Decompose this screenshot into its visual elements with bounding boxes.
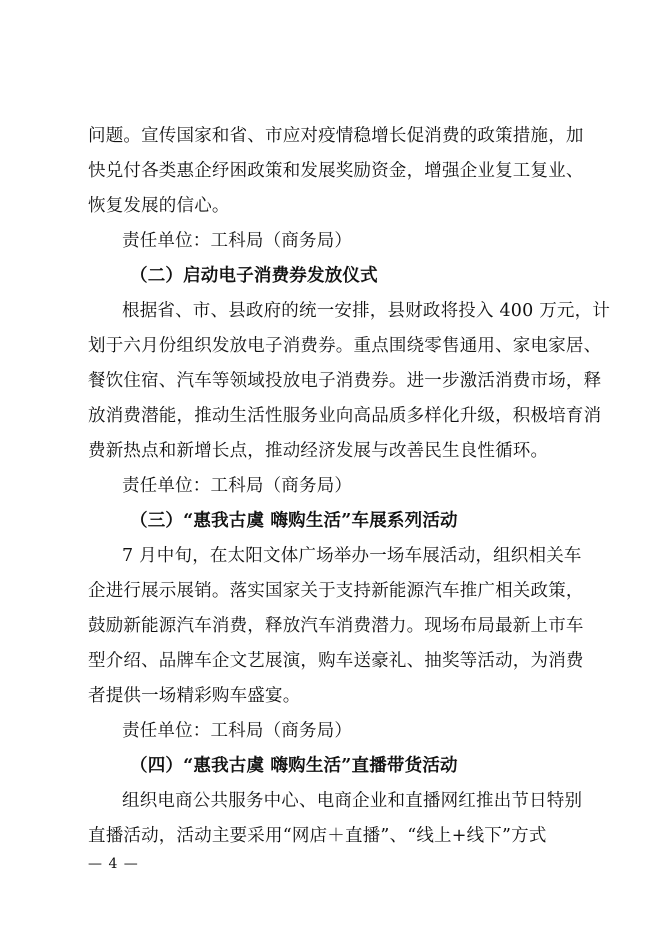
responsible-unit: 责任单位：工科局（商务局） [122, 721, 353, 741]
paragraph-line: 7 月中旬，在太阳文体广场举办一场车展活动，组织相关车 [122, 546, 582, 566]
page-number: — 4 — [88, 856, 139, 872]
section-heading: （三）“惠我古虞 嗨购生活”车展系列活动 [130, 511, 458, 531]
responsible-unit: 责任单位：工科局（商务局） [122, 231, 353, 251]
paragraph-line: 直播活动，活动主要采用“网店＋直播”、“线上+线下”方式 [88, 826, 547, 846]
paragraph-line: 放消费潜能，推动生活性服务业向高品质多样化升级，积极培育消 [88, 406, 602, 426]
paragraph-line: 餐饮住宿、汽车等领域投放电子消费券。进一步激活消费市场，释 [88, 371, 602, 391]
section-heading: （二）启动电子消费券发放仪式 [130, 266, 378, 286]
paragraph-line: 划于六月份组织发放电子消费券。重点围绕零售通用、家电家居、 [88, 336, 602, 356]
paragraph-line: 型介绍、品牌车企文艺展演，购车送豪礼、抽奖等活动，为消费 [88, 651, 584, 671]
responsible-unit: 责任单位：工科局（商务局） [122, 476, 353, 496]
section-heading: （四）“惠我古虞 嗨购生活”直播带货活动 [130, 756, 458, 776]
paragraph-line: 恢复发展的信心。 [88, 196, 230, 216]
paragraph-line: 企进行展示展销。落实国家关于支持新能源汽车推广相关政策， [88, 581, 584, 601]
paragraph-line: 快兑付各类惠企纾困政策和发展奖励资金，增强企业复工复业、 [88, 161, 584, 181]
paragraph-line: 根据省、市、县政府的统一安排，县财政将投入 400 万元，计 [122, 301, 611, 321]
paragraph-line: 鼓励新能源汽车消费，释放汽车消费潜力。现场布局最新上市车 [88, 616, 584, 636]
paragraph-line: 组织电商公共服务中心、电商企业和直播网红推出节日特别 [122, 791, 583, 811]
paragraph-line: 者提供一场精彩购车盛宴。 [88, 686, 301, 706]
paragraph-line: 问题。宣传国家和省、市应对疫情稳增长促消费的政策措施，加 [88, 126, 584, 146]
paragraph-line: 费新热点和新增长点，推动经济发展与改善民生良性循环。 [88, 441, 549, 461]
